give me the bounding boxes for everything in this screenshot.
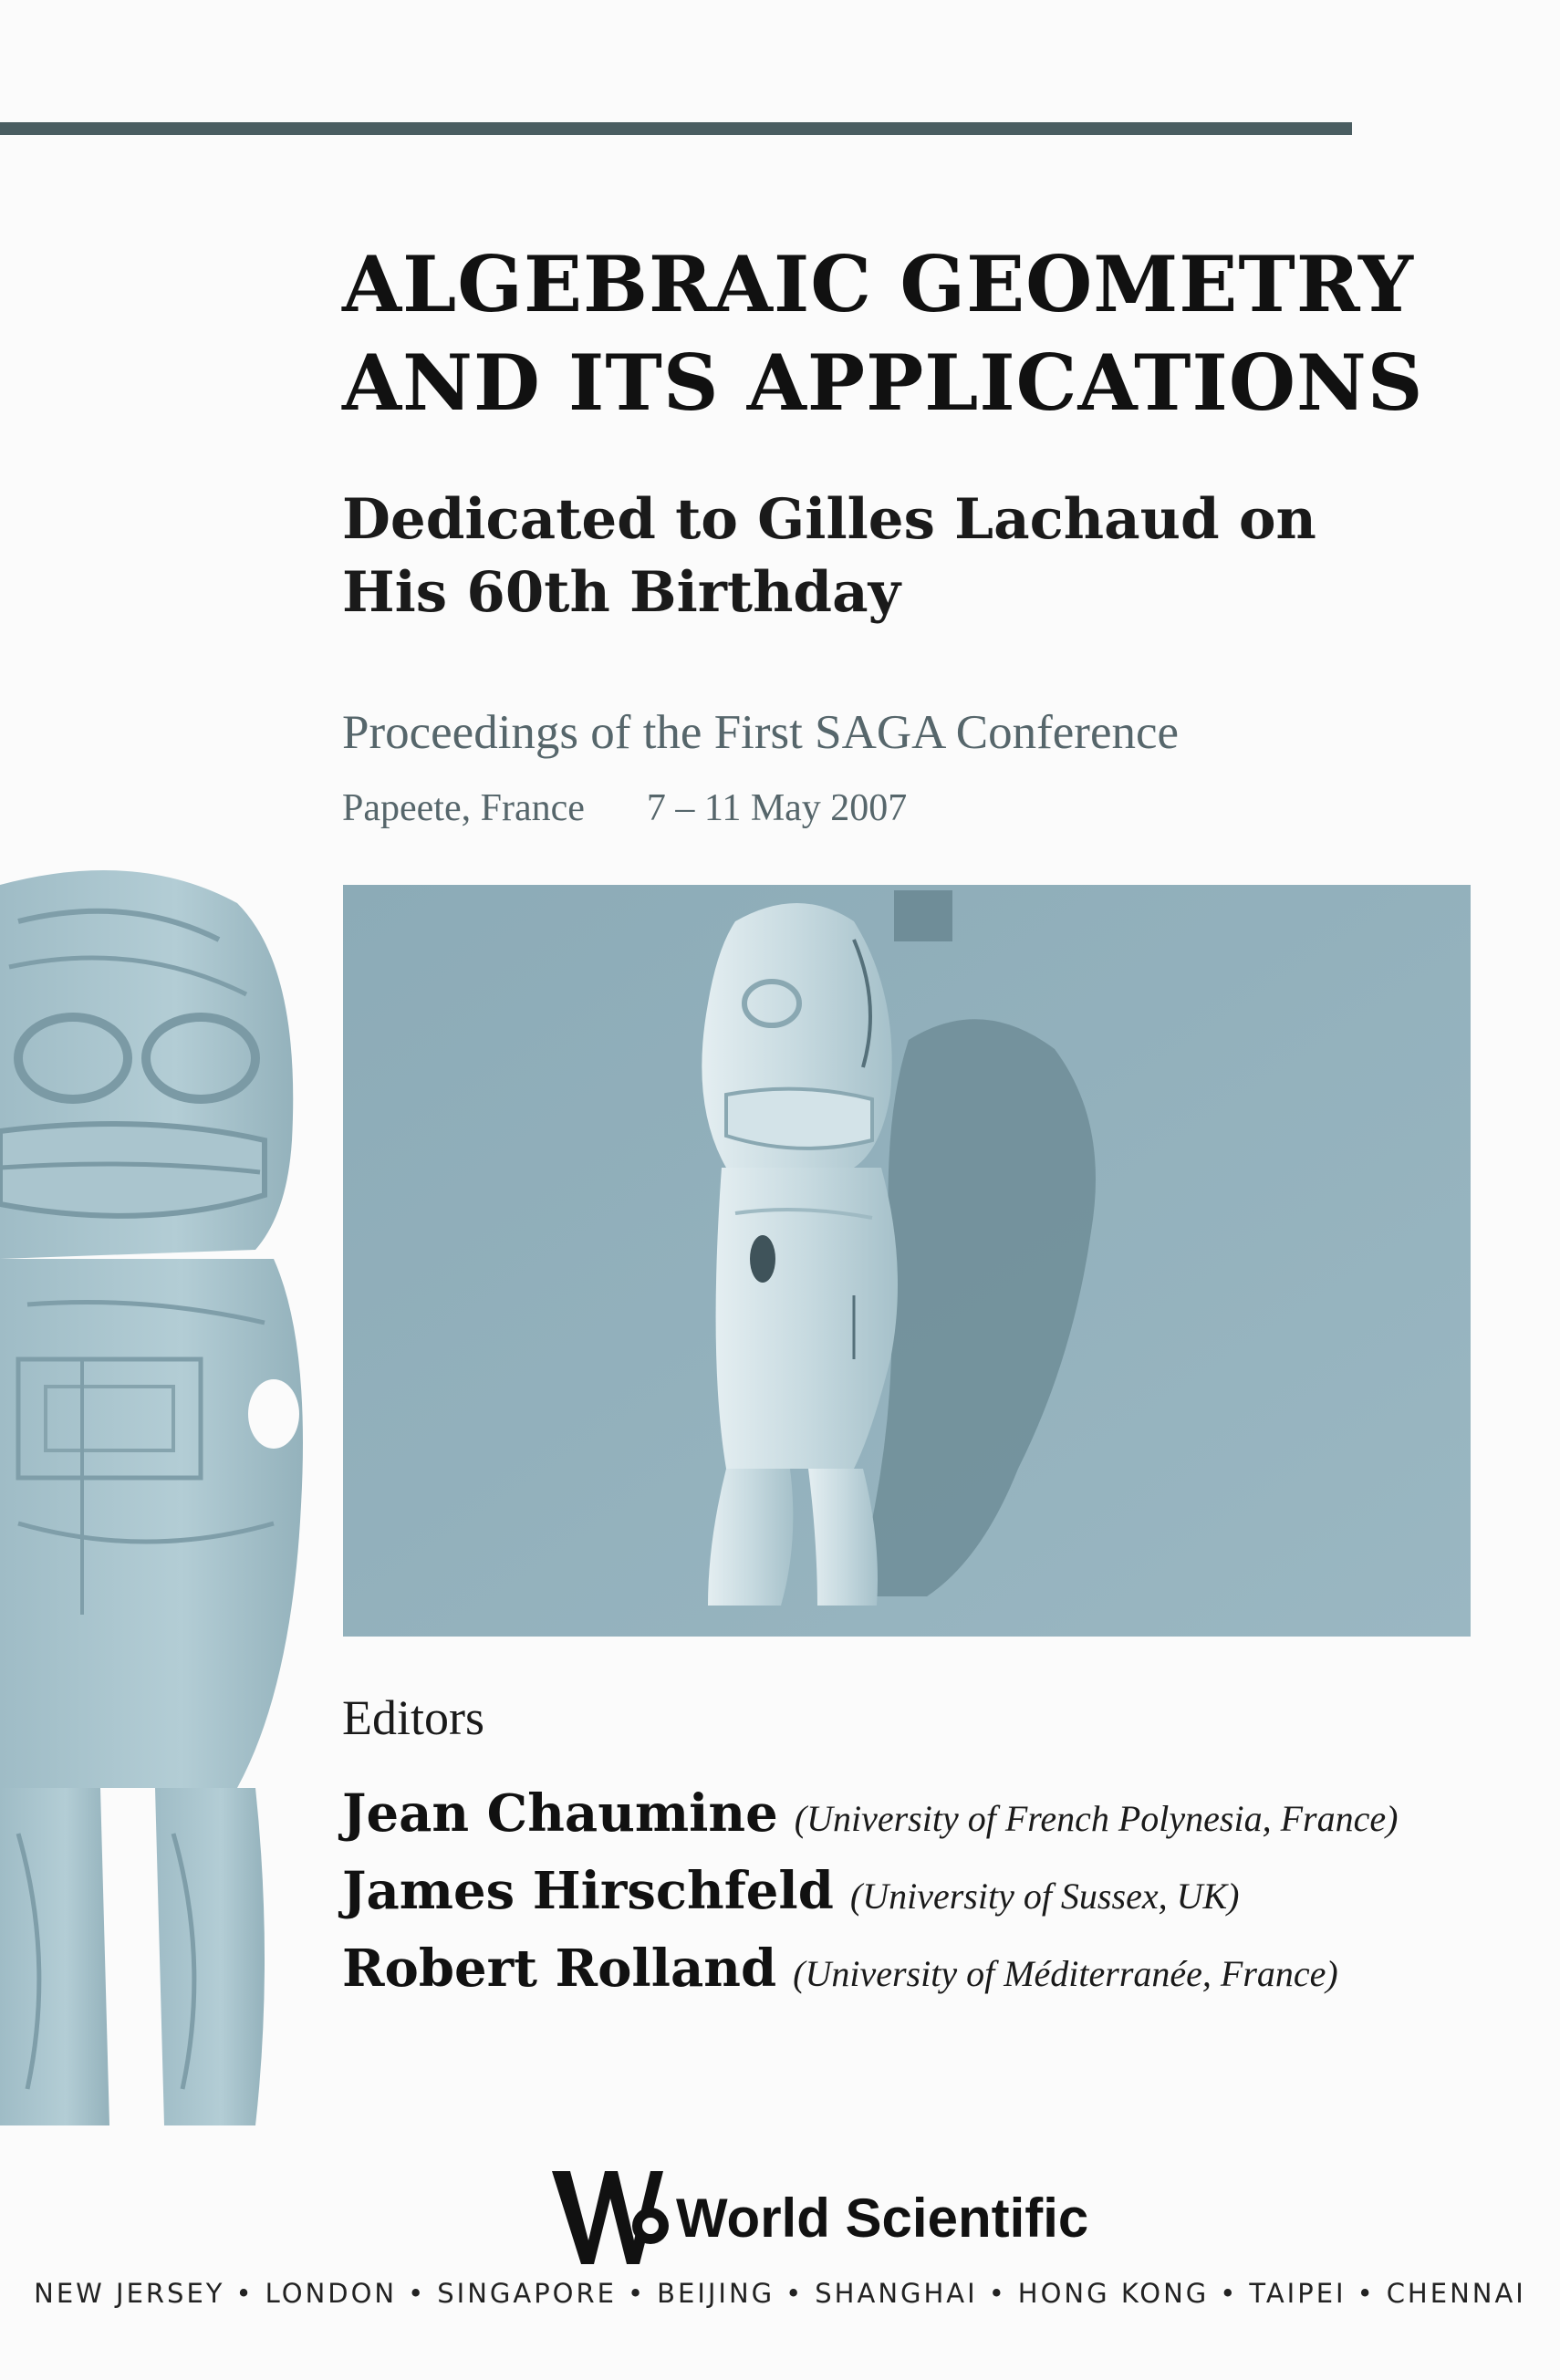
city: HONG KONG [1017,2278,1210,2309]
city: SINGAPORE [437,2278,617,2309]
subtitle-line-1: Dedicated to Gilles Lachaud on [342,487,1316,552]
proceedings-line: Proceedings of the First SAGA Conference [342,706,1180,759]
city-separator: • [628,2278,647,2309]
subtitle-line-2: His 60th Birthday [342,560,901,625]
statue-photo-illustration [343,885,1471,1637]
editor-entry [342,1861,1239,1921]
title-line-1: ALGEBRAIC GEOMETRY [342,239,1415,329]
editor-affiliation: (University of Méditerranée, France) [793,1953,1338,1994]
city-separator: • [1357,2278,1376,2309]
editor-name: Robert Rolland [342,1938,777,1999]
editor-name: Jean Chaumine [342,1783,778,1844]
publisher-cities [0,2278,1560,2309]
city-separator: • [988,2278,1007,2309]
city: NEW JERSEY [34,2278,225,2309]
cover-photo [343,885,1471,1637]
editor-affiliation: (University of Sussex, UK) [849,1876,1240,1917]
city-separator: • [1220,2278,1239,2309]
city: BEIJING [657,2278,775,2309]
editor-name: James Hirschfeld [342,1861,834,1921]
city-separator: • [235,2278,255,2309]
venue-line [342,786,907,830]
city: SHANGHAI [815,2278,978,2309]
city: TAIPEI [1249,2278,1347,2309]
conference-dates: 7 – 11 May 2007 [646,787,908,829]
city: CHENNAI [1386,2278,1526,2309]
editor-entry [342,1783,1398,1844]
title-line-2: AND ITS APPLICATIONS [342,338,1424,428]
book-subtitle [342,483,1316,629]
tiki-statue-illustration-left [0,867,328,2125]
editors-label: Editors [342,1690,484,1745]
world-scientific-icon [552,2167,671,2268]
location: Papeete, France [342,787,585,829]
city-separator: • [785,2278,805,2309]
editor-entry [342,1938,1338,1999]
city-separator: • [408,2278,427,2309]
editor-affiliation: (University of French Polynesia, France) [794,1798,1399,1839]
publisher-name: World Scientific [676,2187,1089,2249]
book-title [342,235,1423,432]
publisher-logo [552,2167,1088,2268]
top-rule [0,122,1352,135]
city: LONDON [265,2278,398,2309]
